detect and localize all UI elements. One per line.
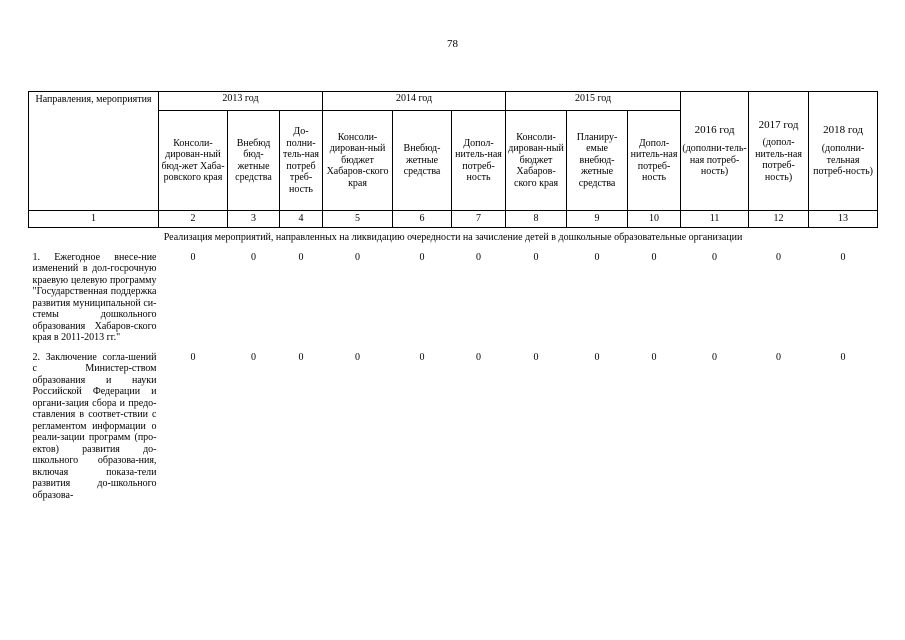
column-number: 3 [228, 211, 280, 228]
table-cell: 0 [251, 351, 256, 363]
table-cell: 0 [712, 351, 718, 363]
table-cell: 0 [840, 251, 846, 263]
column-number: 10 [628, 211, 681, 228]
header-year-2017 [749, 92, 809, 211]
header-year-2015: 2015 год [506, 92, 681, 111]
table-cell: 0 [651, 351, 657, 363]
header-2013-additional: До-полни-тель-ная потреб треб-ность [280, 111, 323, 211]
column-number: 4 [280, 211, 323, 228]
table-cell: 0 [594, 351, 600, 363]
table-cell: 0 [776, 351, 782, 363]
table-row [29, 250, 878, 350]
column-number: 6 [393, 211, 452, 228]
table-cell: 0 [419, 351, 425, 363]
header-year-2014: 2014 год [323, 92, 506, 111]
header-2015-planned-extrabudget: Планиру-емые внебюд-жетные средства [567, 111, 628, 211]
table-cell: 0 [594, 251, 600, 263]
header-2015-consolidated: Консоли-дирован-ный бюджет Хабаров-ского края [506, 111, 567, 211]
table-cell: 0 [419, 251, 425, 263]
column-number: 11 [681, 211, 749, 228]
header-year-2017-note: (допол-нитель-ная потреб-ность) [755, 137, 802, 183]
table-cell: 0 [533, 351, 539, 363]
header-row-years [29, 92, 878, 111]
budget-table [28, 91, 878, 507]
header-year-2017-label: 2017 год [758, 118, 799, 131]
header-year-2018-note: (дополни-тельная потреб-ность) [813, 143, 873, 178]
section-title: Реализация мероприятий, направленных на ликвидацию очередности на зачисление детей в дошкольные образовательные организации [163, 232, 743, 243]
table-cell: 0 [840, 351, 846, 363]
header-2014-consolidated: Консоли-дирован-ный бюджет Хабаров-ского края [323, 111, 393, 211]
column-number: 8 [506, 211, 567, 228]
table-cell: 0 [190, 351, 196, 363]
header-year-2016-label: 2016 год [694, 124, 735, 137]
table-cell: 0 [251, 251, 256, 263]
column-number: 5 [323, 211, 393, 228]
header-year-2013: 2013 год [159, 92, 323, 111]
header-2014-extrabudget: Внебюд-жетные средства [393, 111, 452, 211]
header-year-2018 [809, 92, 878, 211]
section-title-row [29, 228, 878, 250]
column-number: 9 [567, 211, 628, 228]
row-description: 1. Ежегодное внесе-ние изменений в дол-госрочную краевую целевую программу "Государственная поддержка развития муниципальной си-стемы дошкольного образования Хабаров-ского края в 2011-2013 гг." [32, 251, 157, 343]
header-year-2018-label: 2018 год [823, 124, 863, 137]
row-description: 2. Заключение согла-шений с Министер-ством образования и науки Российской Федерации и органи-зация сбора и предо-ставления в соответ-ствии с регламентом информации о реали-зации программ (про-ектов) развития до-школьного образова-ния, включая показа-тели развития до-школьного образова- [32, 351, 157, 501]
header-2013-consolidated: Консоли-дирован-ный бюд-жет Хаба-ровского края [159, 111, 228, 211]
header-2015-additional: Допол-нитель-ная потреб-ность [628, 111, 681, 211]
column-numbers-row [29, 211, 878, 228]
table-cell: 0 [651, 251, 657, 263]
table-cell: 0 [190, 251, 196, 263]
table-cell: 0 [298, 351, 304, 363]
table-cell: 0 [476, 351, 482, 363]
header-directions: Направления, мероприятия [29, 92, 159, 211]
column-number: 13 [809, 211, 878, 228]
header-year-2016 [681, 92, 749, 211]
table-cell: 0 [712, 251, 718, 263]
table-cell: 0 [298, 251, 304, 263]
column-number: 1 [29, 211, 159, 228]
header-2014-additional: Допол-нитель-ная потреб-ность [452, 111, 506, 211]
table-row [29, 350, 878, 508]
table-cell: 0 [533, 251, 539, 263]
table-cell: 0 [355, 351, 361, 363]
column-number: 2 [159, 211, 228, 228]
table-cell: 0 [476, 251, 482, 263]
column-number: 12 [749, 211, 809, 228]
header-2013-extrabudget: Внебюд бюд-жетные средства [228, 111, 280, 211]
header-year-2016-note: (дополни-тель-ная потреб-ность) [682, 143, 747, 178]
table-cell: 0 [355, 251, 361, 263]
column-number: 7 [452, 211, 506, 228]
table-cell: 0 [776, 251, 782, 263]
page-number: 78 [447, 38, 458, 50]
